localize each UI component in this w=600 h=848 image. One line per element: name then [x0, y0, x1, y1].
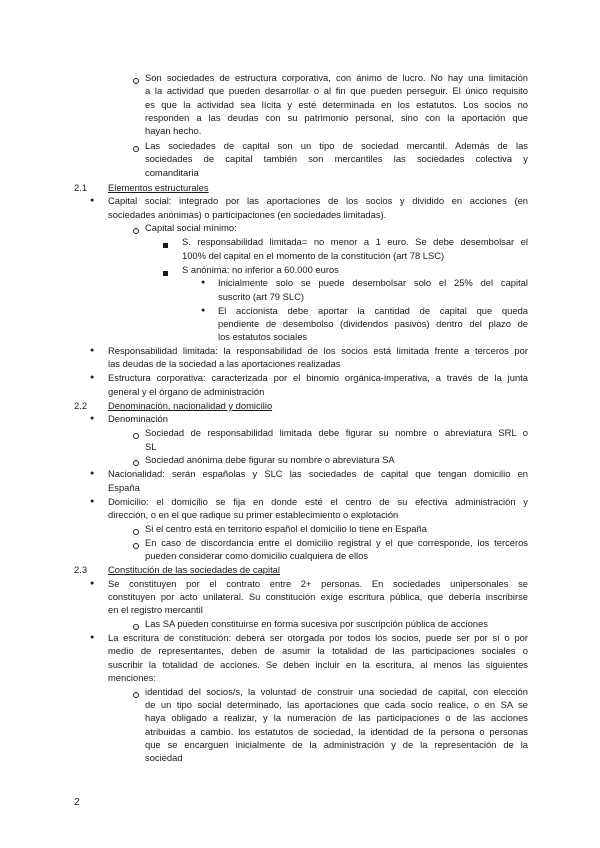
list-item-line: hayan hecho. [145, 125, 202, 137]
list-item-line: España [108, 481, 140, 493]
section-number: 2.2 [74, 400, 88, 411]
list-item-line: Las SA pueden constituirse en forma sucesiva por suscripción pública de acciones [145, 618, 488, 630]
list-item-line: El accionista debe aportar la cantidad de capital que queda [218, 304, 528, 316]
bullet-circle-icon [133, 689, 139, 702]
list-item-line: La escritura de constitución: deberá ser otorgada por todos los socios, puede ser por sí o por [108, 632, 528, 643]
list-item-line: Se constituyen por el contrato entre 2+ personas. En sociedades unipersonales se [108, 577, 528, 589]
list-item-line: Denominación [108, 413, 168, 425]
list-item-line: dirección, o en el que radique su primer establecimiento o explotación [108, 508, 399, 520]
list-item-line: 100% del capital en el momento de la constitución (art 78 LSC) [182, 249, 445, 261]
list-item-line: sociedades de capital también son mercantiles las sociedades colectiva y [145, 153, 528, 165]
page-number: 2 [74, 797, 80, 808]
list-item-line: es que la actividad sea lícita y esté determinada en los estatutos. Los socios no [145, 98, 528, 110]
list-item-line: identidad del socios/s, la voluntad de construir una sociedad de capital, con elección [145, 685, 528, 697]
bullet-disc-icon: ● [90, 347, 95, 355]
list-item-line: responden a las deudas con su patrimonio personal, sino con la aportación que [145, 111, 528, 123]
bullet-square-icon [163, 267, 168, 280]
list-item-line: pueden considerar como domicilio cualquiera de ellos [145, 549, 369, 561]
bullet-disc2-icon: ● [201, 279, 206, 287]
list-item-line: a la actividad que pueden desarrollar o al fin que pueden perseguir. El único requisito [145, 85, 528, 97]
list-item-line: Inicialmente solo se puede desembolsar solo el 25% del capital [218, 277, 528, 289]
bullet-disc-icon: ● [90, 470, 95, 478]
bullet-disc-icon: ● [90, 197, 95, 205]
bullet-disc-icon: ● [90, 579, 95, 587]
section-number: 2.1 [74, 181, 88, 193]
list-item-line: En caso de discordancia entre el domicilio registral y el que corresponde, los terceros [145, 536, 528, 548]
bullet-square-icon [163, 239, 168, 252]
list-item-line: suscrito (art 79 SLC) [218, 290, 304, 302]
list-item-line: medio de representantes, deben de asumir la totalidad de las participaciones sociales o [108, 645, 528, 657]
list-item-line: S. responsabilidad limitada= no menor a 1 euro. Se debe desembolsar el [182, 236, 528, 248]
bullet-disc2-icon: ● [201, 306, 206, 314]
list-item-line: Capital social mínimo: [145, 222, 237, 234]
list-item-line: comanditaria [145, 166, 199, 178]
list-item-line: en el registro mercantil [108, 604, 203, 616]
list-item-line: SL [145, 440, 157, 452]
section-heading: Denominación, nacionalidad y domicilio [108, 400, 273, 411]
section-number: 2.3 [74, 564, 88, 576]
list-item-line: S anónima: no inferior a 60.000 euros [182, 263, 339, 275]
section-heading: Constitución de las sociedades de capital [108, 564, 280, 576]
list-item-line: Domicilio: el domicilio se fija en donde esté el centro de su efectiva administración y [108, 495, 528, 507]
list-item-line: Son sociedades de estructura corporativa, con ánimo de lucro. No hay una limitación [145, 72, 528, 83]
bullet-circle-icon [133, 225, 139, 238]
list-item-line: Si el centro está en territorio español el domicilio lo tiene en España [145, 522, 427, 534]
bullet-circle-icon [133, 526, 139, 539]
list-item-line: de un tipo social determinado, las aportaciones que cada socio realice, o en SA se [145, 699, 528, 711]
bullet-disc-icon: ● [90, 415, 95, 423]
list-item-line: constituyen por acto unilateral. Su constitución exige escritura pública, que debería inscribirse [108, 590, 528, 602]
section-heading: Elementos estructurales [108, 181, 209, 193]
bullet-circle-icon [133, 430, 139, 443]
list-item-line: sociedad [145, 752, 183, 764]
list-item-line: las deudas de la sociedad a las aportaciones realizadas [108, 358, 341, 370]
bullet-circle-icon [133, 540, 139, 553]
bullet-disc-icon: ● [90, 374, 95, 382]
list-item-line: pendiente de desembolso (dividendos pasivos) dentro del plazo de [218, 317, 528, 329]
list-item-line: general y el órgano de administración [108, 385, 265, 397]
list-item-line: los estatutos sociales [218, 331, 308, 343]
list-item-line: Responsabilidad limitada: la responsabilidad de los socios está limitada frente a terceros por [108, 345, 528, 357]
bullet-circle-icon [133, 143, 139, 156]
list-item-line: menciones: [108, 671, 156, 683]
bullet-circle-icon [133, 75, 139, 88]
list-item-line: Sociedad de responsabilidad limitada debe figurar su nombre o abreviatura SRL o [145, 427, 528, 439]
bullet-disc-icon: ● [90, 497, 95, 505]
list-item-line: atribuidas a cambio. los estatutos de sociedad, la identidad de la persona o personas [145, 725, 528, 737]
list-item-line: Nacionalidad: serán españolas y SLC las sociedades de capital que tengan domicilio en [108, 468, 528, 480]
list-item-line: que se encarguen inicialmente de la administración y de la representación de la [145, 739, 528, 750]
list-item-line: suscribir la totalidad de acciones. Se deben incluir en la escritura, al menos las siguientes [108, 658, 528, 670]
bullet-disc-icon: ● [90, 634, 95, 641]
list-item-line: Estructura corporativa: caracterizada por el binomio orgánica-imperativa, a través de la junta [108, 372, 528, 384]
list-item-line: Sociedad anónima debe figurar su nombre o abreviatura SA [145, 454, 395, 466]
list-item-line: sociedades anónimas) o participaciones (en sociedades limitadas). [108, 208, 387, 220]
list-item-line: Las sociedades de capital son un tipo de sociedad mercantil. Además de las [145, 140, 528, 151]
list-item-line: haya obligado a realizar, y la numeración de las participaciones o de las acciones [145, 712, 528, 724]
list-item-line: Capital social: integrado por las aportaciones de los socios y dividido en acciones (en [108, 195, 528, 207]
